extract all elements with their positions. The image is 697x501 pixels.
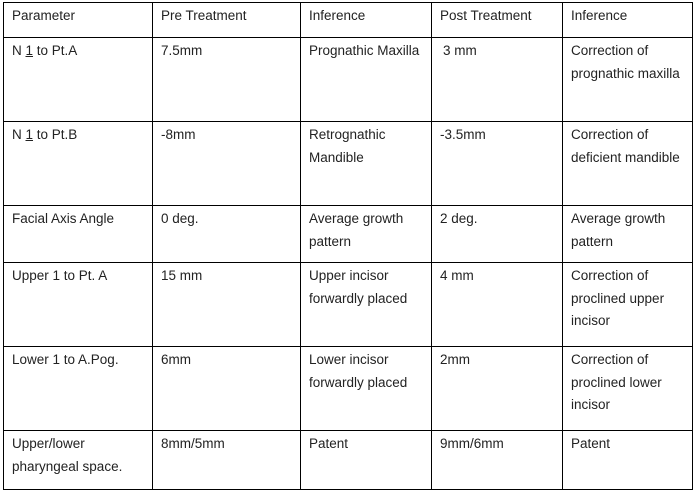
- header-post-treatment: Post Treatment: [432, 3, 563, 38]
- cell-inference-post: Correction of proclined upper incisor: [563, 263, 693, 347]
- parameter-prefix: Upper 1 to Pt. A: [12, 268, 108, 283]
- header-inference-post: Inference: [563, 3, 693, 38]
- cell-parameter: [4, 38, 153, 122]
- cell-parameter: [4, 431, 153, 490]
- table-container: [3, 2, 693, 490]
- parameter-suffix: to Pt.A: [33, 43, 78, 58]
- cell-inference-post: Correction of prognathic maxilla: [563, 38, 693, 122]
- table-row: [4, 431, 693, 490]
- cell-pre-treatment: 15 mm: [153, 263, 301, 347]
- cell-inference-pre: Upper incisor forwardly placed: [301, 263, 432, 347]
- parameter-suffix: to Pt.B: [33, 127, 78, 142]
- cell-inference-post: Correction of proclined lower incisor: [563, 347, 693, 431]
- table-row: [4, 263, 693, 347]
- cell-post-treatment: 2 deg.: [432, 206, 563, 263]
- cell-inference-pre: Prognathic Maxilla: [301, 38, 432, 122]
- cell-parameter: [4, 347, 153, 431]
- cell-pre-treatment: 7.5mm: [153, 38, 301, 122]
- parameter-prefix: Lower 1 to A.Pog.: [12, 352, 119, 367]
- cell-post-treatment: 3 mm: [432, 38, 563, 122]
- parameter-prefix: N: [12, 127, 26, 142]
- header-row: [4, 3, 693, 38]
- cell-parameter: [4, 122, 153, 206]
- cell-pre-treatment: -8mm: [153, 122, 301, 206]
- cell-post-treatment: 9mm/6mm: [432, 431, 563, 490]
- parameter-prefix: Upper/lower pharyngeal space.: [12, 436, 123, 474]
- cell-pre-treatment: 8mm/5mm: [153, 431, 301, 490]
- cell-inference-post: Patent: [563, 431, 693, 490]
- cell-inference-pre: Average growth pattern: [301, 206, 432, 263]
- header-pre-treatment: Pre Treatment: [153, 3, 301, 38]
- parameter-prefix: N: [12, 43, 26, 58]
- cell-parameter: [4, 263, 153, 347]
- cell-inference-post: Average growth pattern: [563, 206, 693, 263]
- table-row: [4, 206, 693, 263]
- cell-pre-treatment: 0 deg.: [153, 206, 301, 263]
- parameter-underlined: 1: [25, 127, 34, 142]
- parameter-underlined: 1: [25, 43, 34, 58]
- cell-parameter: [4, 206, 153, 263]
- cephalometric-table: [3, 2, 693, 490]
- cell-post-treatment: -3.5mm: [432, 122, 563, 206]
- table-row: [4, 347, 693, 431]
- cell-pre-treatment: 6mm: [153, 347, 301, 431]
- cell-inference-post: Correction of deficient mandible: [563, 122, 693, 206]
- header-inference-pre: Inference: [301, 3, 432, 38]
- cell-inference-pre: Patent: [301, 431, 432, 490]
- cell-inference-pre: Retrognathic Mandible: [301, 122, 432, 206]
- cell-inference-pre: Lower incisor forwardly placed: [301, 347, 432, 431]
- table-row: [4, 122, 693, 206]
- header-parameter: Parameter: [4, 3, 153, 38]
- cell-post-treatment: 4 mm: [432, 263, 563, 347]
- cell-post-treatment: 2mm: [432, 347, 563, 431]
- table-row: [4, 38, 693, 122]
- parameter-prefix: Facial Axis Angle: [12, 211, 115, 226]
